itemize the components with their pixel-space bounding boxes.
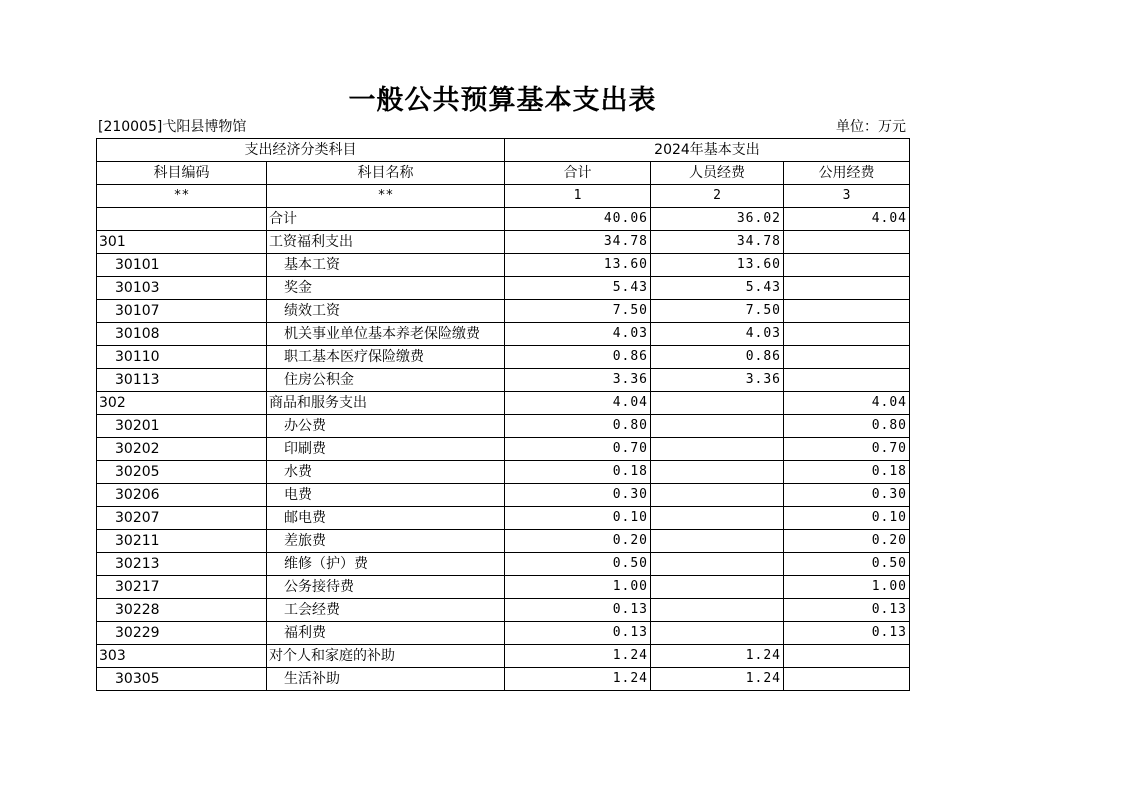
subject-code-cell: 302 (97, 392, 267, 415)
personnel-cell: 36.02 (651, 208, 784, 231)
personnel-cell: 0.86 (651, 346, 784, 369)
public-cell (784, 346, 910, 369)
public-cell: 4.04 (784, 208, 910, 231)
header-public-expense: 公用经费 (784, 162, 910, 185)
subject-name-cell: 工会经费 (267, 599, 505, 622)
total-cell: 34.78 (505, 231, 651, 254)
table-row (97, 208, 910, 231)
personnel-cell (651, 507, 784, 530)
subject-code-cell: 30205 (97, 461, 267, 484)
unit-label: 单位：万元 (836, 119, 906, 135)
public-cell (784, 369, 910, 392)
table-row (97, 576, 910, 599)
public-cell: 4.04 (784, 392, 910, 415)
public-cell: 0.10 (784, 507, 910, 530)
personnel-cell (651, 622, 784, 645)
table-row (97, 277, 910, 300)
subject-code-cell: 301 (97, 231, 267, 254)
subject-name-cell: 邮电费 (267, 507, 505, 530)
total-cell: 0.10 (505, 507, 651, 530)
public-cell: 0.18 (784, 461, 910, 484)
subject-code-cell: 30217 (97, 576, 267, 599)
personnel-cell: 7.50 (651, 300, 784, 323)
total-cell: 5.43 (505, 277, 651, 300)
total-cell: 40.06 (505, 208, 651, 231)
subject-code-cell: 30213 (97, 553, 267, 576)
public-cell (784, 323, 910, 346)
total-cell: 3.36 (505, 369, 651, 392)
subject-name-cell: 电费 (267, 484, 505, 507)
public-cell: 0.30 (784, 484, 910, 507)
total-cell: 1.00 (505, 576, 651, 599)
total-cell: 0.70 (505, 438, 651, 461)
total-cell: 0.13 (505, 622, 651, 645)
subject-name-cell: 对个人和家庭的补助 (267, 645, 505, 668)
personnel-cell (651, 530, 784, 553)
subject-code-cell: 30103 (97, 277, 267, 300)
public-cell (784, 645, 910, 668)
table-row (97, 415, 910, 438)
table-row (97, 645, 910, 668)
subject-code-cell: 30107 (97, 300, 267, 323)
subject-code-cell: 30113 (97, 369, 267, 392)
subject-name-cell: 绩效工资 (267, 300, 505, 323)
total-cell: 0.13 (505, 599, 651, 622)
budget-table (96, 138, 910, 691)
public-cell: 0.13 (784, 599, 910, 622)
public-cell: 0.70 (784, 438, 910, 461)
public-cell (784, 277, 910, 300)
personnel-cell: 5.43 (651, 277, 784, 300)
table-row (97, 668, 910, 691)
public-cell (784, 231, 910, 254)
header-total: 合计 (505, 162, 651, 185)
total-cell: 1.24 (505, 668, 651, 691)
table-row (97, 254, 910, 277)
subject-name-cell: 印刷费 (267, 438, 505, 461)
subject-name-cell: 维修（护）费 (267, 553, 505, 576)
public-cell (784, 300, 910, 323)
header-row-columns (97, 162, 910, 185)
personnel-cell (651, 553, 784, 576)
budget-table-body (97, 139, 910, 691)
subject-name-cell: 差旅费 (267, 530, 505, 553)
subject-name-cell: 奖金 (267, 277, 505, 300)
index-code-mark: ** (97, 185, 267, 208)
table-row (97, 507, 910, 530)
header-row-group (97, 139, 910, 162)
total-cell: 4.03 (505, 323, 651, 346)
subject-name-cell: 商品和服务支出 (267, 392, 505, 415)
subject-code-cell: 30305 (97, 668, 267, 691)
public-cell: 0.20 (784, 530, 910, 553)
subject-code-cell (97, 208, 267, 231)
public-cell (784, 668, 910, 691)
table-row (97, 599, 910, 622)
total-cell: 0.86 (505, 346, 651, 369)
header-basic-expenditure-2024: 2024年基本支出 (505, 139, 910, 162)
public-cell: 0.13 (784, 622, 910, 645)
public-cell: 1.00 (784, 576, 910, 599)
subject-name-cell: 办公费 (267, 415, 505, 438)
table-row (97, 622, 910, 645)
page-title: 一般公共预算基本支出表 (348, 85, 657, 116)
index-name-mark: ** (267, 185, 505, 208)
table-row (97, 461, 910, 484)
personnel-cell (651, 461, 784, 484)
organization-label: [210005]弋阳县博物馆 (98, 119, 247, 135)
subject-name-cell: 基本工资 (267, 254, 505, 277)
personnel-cell: 13.60 (651, 254, 784, 277)
table-row (97, 438, 910, 461)
personnel-cell: 4.03 (651, 323, 784, 346)
subject-code-cell: 30202 (97, 438, 267, 461)
table-row (97, 369, 910, 392)
subject-code-cell: 30211 (97, 530, 267, 553)
subject-name-cell: 生活补助 (267, 668, 505, 691)
table-row (97, 530, 910, 553)
subject-name-cell: 职工基本医疗保险缴费 (267, 346, 505, 369)
personnel-cell: 3.36 (651, 369, 784, 392)
public-cell: 0.50 (784, 553, 910, 576)
header-row-index (97, 185, 910, 208)
subject-code-cell: 30201 (97, 415, 267, 438)
subject-code-cell: 30110 (97, 346, 267, 369)
table-row (97, 392, 910, 415)
total-cell: 0.18 (505, 461, 651, 484)
subject-code-cell: 303 (97, 645, 267, 668)
subject-name-cell: 水费 (267, 461, 505, 484)
subject-name-cell: 合计 (267, 208, 505, 231)
total-cell: 13.60 (505, 254, 651, 277)
index-total: 1 (505, 185, 651, 208)
personnel-cell: 1.24 (651, 645, 784, 668)
subject-code-cell: 30206 (97, 484, 267, 507)
public-cell (784, 254, 910, 277)
table-row (97, 553, 910, 576)
total-cell: 1.24 (505, 645, 651, 668)
subject-code-cell: 30228 (97, 599, 267, 622)
personnel-cell (651, 415, 784, 438)
personnel-cell (651, 438, 784, 461)
public-cell: 0.80 (784, 415, 910, 438)
subject-name-cell: 工资福利支出 (267, 231, 505, 254)
subject-name-cell: 福利费 (267, 622, 505, 645)
subject-code-cell: 30108 (97, 323, 267, 346)
personnel-cell (651, 484, 784, 507)
subject-code-cell: 30229 (97, 622, 267, 645)
subject-code-cell: 30101 (97, 254, 267, 277)
total-cell: 0.80 (505, 415, 651, 438)
index-public: 3 (784, 185, 910, 208)
subject-name-cell: 公务接待费 (267, 576, 505, 599)
index-personnel: 2 (651, 185, 784, 208)
subject-code-cell: 30207 (97, 507, 267, 530)
table-row (97, 484, 910, 507)
total-cell: 4.04 (505, 392, 651, 415)
table-row (97, 300, 910, 323)
personnel-cell (651, 599, 784, 622)
table-row (97, 323, 910, 346)
total-cell: 0.50 (505, 553, 651, 576)
header-personnel-expense: 人员经费 (651, 162, 784, 185)
personnel-cell (651, 576, 784, 599)
personnel-cell: 34.78 (651, 231, 784, 254)
personnel-cell: 1.24 (651, 668, 784, 691)
table-row (97, 346, 910, 369)
header-subject-name: 科目名称 (267, 162, 505, 185)
header-subject-code: 科目编码 (97, 162, 267, 185)
table-row (97, 231, 910, 254)
subject-name-cell: 住房公积金 (267, 369, 505, 392)
header-economic-classification: 支出经济分类科目 (97, 139, 505, 162)
total-cell: 0.30 (505, 484, 651, 507)
total-cell: 7.50 (505, 300, 651, 323)
subject-name-cell: 机关事业单位基本养老保险缴费 (267, 323, 505, 346)
personnel-cell (651, 392, 784, 415)
total-cell: 0.20 (505, 530, 651, 553)
